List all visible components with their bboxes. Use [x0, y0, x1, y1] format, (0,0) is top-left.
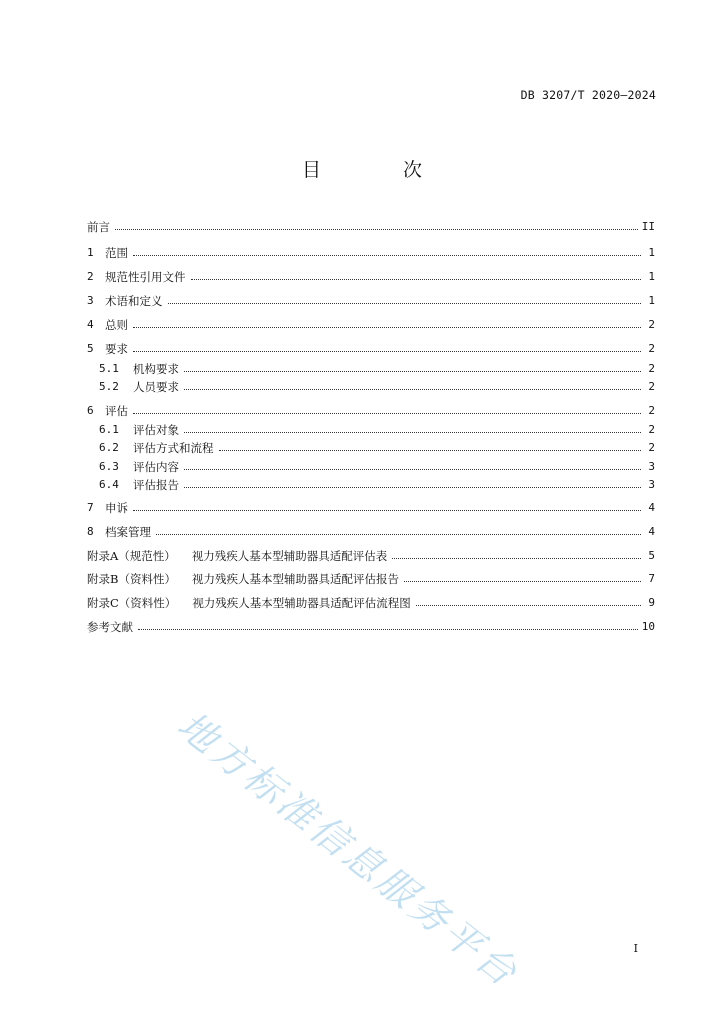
dot-leader: [184, 460, 641, 470]
toc-entry[interactable]: [87, 618, 655, 636]
toc-entry[interactable]: [87, 523, 655, 541]
toc-entry[interactable]: [87, 378, 655, 396]
toc-appendix-label: 附录C（资料性）: [87, 596, 177, 610]
toc-entry-number: 2: [87, 270, 94, 283]
toc-entry-label: 总则: [105, 318, 128, 332]
toc-entry-page: 5: [648, 549, 655, 562]
toc-entry-label: 评估对象: [133, 423, 179, 437]
toc-entry-page: 7: [648, 572, 655, 585]
toc-entry-label: 评估方式和流程: [133, 441, 214, 455]
dot-leader: [191, 270, 642, 280]
dot-leader: [115, 220, 638, 230]
toc-entry-number: 4: [87, 318, 94, 331]
toc-entry-page: 2: [648, 380, 655, 393]
toc-entry-label: 评估内容: [133, 460, 179, 474]
toc-entry[interactable]: [87, 499, 655, 517]
toc-entry-page: II: [641, 220, 655, 233]
toc-entry-page: 1: [648, 294, 655, 307]
toc-entry-page: 4: [648, 525, 655, 538]
dot-leader: [392, 549, 641, 559]
dot-leader: [404, 572, 641, 582]
toc-entry-label: 规范性引用文件: [105, 270, 186, 284]
toc-entry-page: 4: [648, 501, 655, 514]
toc-entry-number: 7: [87, 501, 94, 514]
toc-entry-label: 申诉: [105, 501, 128, 515]
toc-entry[interactable]: [87, 360, 655, 378]
dot-leader: [219, 441, 642, 451]
toc-entry[interactable]: [87, 439, 655, 457]
toc-entry[interactable]: [87, 316, 655, 334]
toc-entry-label: 参考文献: [87, 620, 133, 634]
dot-leader: [133, 318, 641, 328]
toc-entry-label: 术语和定义: [105, 294, 163, 308]
dot-leader: [156, 525, 641, 535]
toc-entry[interactable]: [87, 402, 655, 420]
toc-entry-page: 2: [648, 342, 655, 355]
toc-entry[interactable]: [87, 340, 655, 358]
toc-entry-number: 6.1: [99, 423, 119, 436]
toc-entry-number: 6.4: [99, 478, 119, 491]
watermark: 地方标准信息服务平台: [169, 702, 528, 997]
dot-leader: [133, 404, 641, 414]
dot-leader: [416, 596, 641, 606]
toc-entry[interactable]: [87, 476, 655, 494]
toc-entry-page: 2: [648, 404, 655, 417]
toc-entry-page: 10: [641, 620, 655, 633]
toc-entry-page: 2: [648, 318, 655, 331]
toc-entry[interactable]: [87, 218, 655, 236]
dot-leader: [133, 246, 641, 256]
toc-entry-label: 机构要求: [133, 362, 179, 376]
dot-leader: [168, 294, 642, 304]
toc-entry[interactable]: [87, 458, 655, 476]
toc-entry-number: 1: [87, 246, 94, 259]
toc-entry-number: 6: [87, 404, 94, 417]
toc-entry-label: 范围: [105, 246, 128, 260]
toc-entry-page: 3: [648, 478, 655, 491]
toc-entry[interactable]: [87, 594, 655, 612]
toc-entry-label: 评估报告: [133, 478, 179, 492]
toc-entry[interactable]: [87, 547, 655, 565]
toc-entry-page: 1: [648, 270, 655, 283]
toc-entry-label: 视力残疾人基本型辅助器具适配评估表: [191, 549, 388, 563]
dot-leader: [184, 478, 641, 488]
toc-entry-number: 8: [87, 525, 94, 538]
toc-appendix-label: 附录A（规范性）: [87, 549, 176, 563]
toc-entry-label: 档案管理: [105, 525, 151, 539]
toc-appendix-label: 附录B（资料性）: [87, 572, 176, 586]
dot-leader: [138, 620, 638, 630]
toc-entry[interactable]: [87, 570, 655, 588]
toc-entry-page: 2: [648, 423, 655, 436]
toc-entry-label: 视力残疾人基本型辅助器具适配评估报告: [191, 572, 399, 586]
toc-entry[interactable]: [87, 244, 655, 262]
toc-entry-number: 6.3: [99, 460, 119, 473]
toc-entry-label: 要求: [105, 342, 128, 356]
toc-entry[interactable]: [87, 421, 655, 439]
dot-leader: [184, 423, 641, 433]
toc-entry-number: 5.2: [99, 380, 119, 393]
dot-leader: [133, 501, 641, 511]
toc-entry-page: 2: [648, 362, 655, 375]
standard-code: DB 3207/T 2020—2024: [520, 88, 656, 102]
toc-entry-page: 3: [648, 460, 655, 473]
toc-entry-number: 6.2: [99, 441, 119, 454]
toc-entry-number: 3: [87, 294, 94, 307]
toc-entry-page: 2: [648, 441, 655, 454]
dot-leader: [184, 380, 641, 390]
toc-entry-page: 9: [648, 596, 655, 609]
toc-entry-label: 视力残疾人基本型辅助器具适配评估流程图: [192, 596, 411, 610]
dot-leader: [133, 342, 641, 352]
toc-entry-number: 5.1: [99, 362, 119, 375]
toc-entry-label: 前言: [87, 220, 110, 234]
toc-entry[interactable]: [87, 268, 655, 286]
toc-entry-page: 1: [648, 246, 655, 259]
page-title: 目 次: [301, 159, 461, 181]
toc-entry-number: 5: [87, 342, 94, 355]
toc-entry-label: 评估: [105, 404, 128, 418]
toc-entry[interactable]: [87, 292, 655, 310]
page-number: I: [633, 942, 638, 955]
toc-entry-label: 人员要求: [133, 380, 179, 394]
dot-leader: [184, 362, 641, 372]
